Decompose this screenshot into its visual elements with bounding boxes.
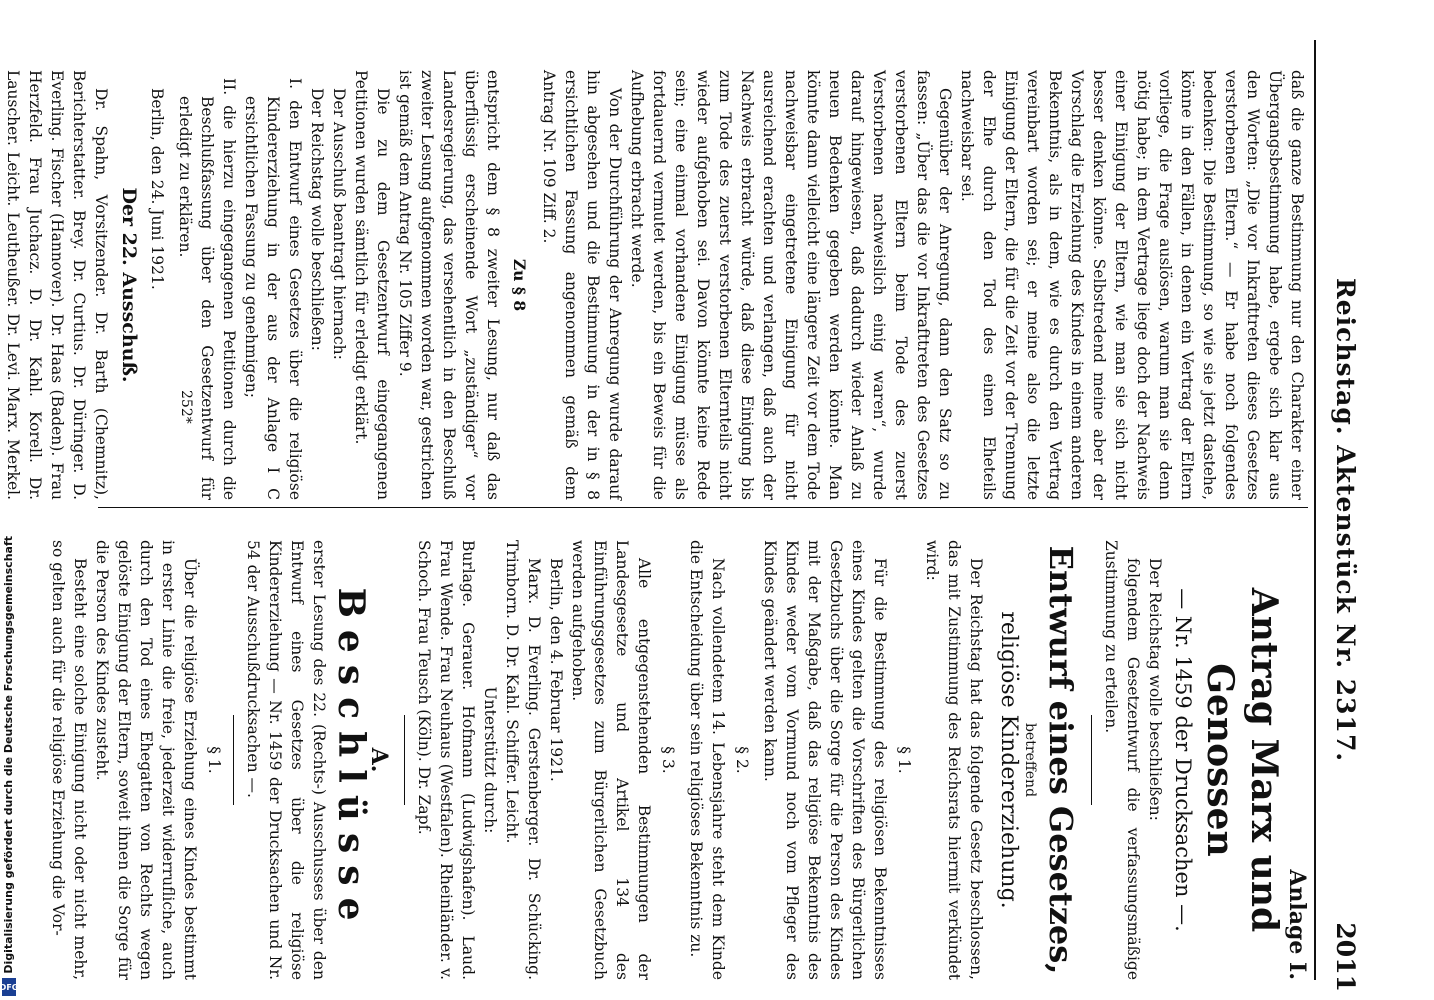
left-column bbox=[0, 70, 1308, 500]
dfg-logo: DFG bbox=[2, 978, 16, 996]
resolution-item-1: I. den Entwurf eines Gesetzes über die religiöse Kindererziehung in der aus der Anlage I C ersichtlichen Fassung zu genehmigen; bbox=[242, 78, 304, 500]
antrag-title: Antrag Marx und Genossen bbox=[1199, 587, 1285, 933]
section-heading: § 1. bbox=[205, 746, 223, 774]
page-number: 2011 bbox=[1331, 922, 1360, 992]
date-line: Berlin, den 24. Juni 1921. bbox=[148, 88, 166, 290]
right-column bbox=[47, 540, 1308, 980]
resolve-text: folgendem Gesetzentwurf die verfassungsmäßige Zustimmung zu erteilen. bbox=[1102, 540, 1142, 980]
section-heading: § 1. bbox=[895, 746, 913, 774]
paragraph: daß die ganze Bestimmung nur den Charakter einer Übergangsbestimmung habe, ergebe sich klar aus den Worten: „Die vor Inkrafttreten dieses Gesetzes verstorbenen Eltern.“ — Er habe noch folgendes bedenken: Die Bestimmung, so wie sie jetzt dastehe, könne in den Fällen, in denen ein Vertrag der Eltern vorliege, die Frage auslösen, warum man sie denn nötig habe; in dem Vertrage liege doch der Nachweis einer Einigung der Eltern, wie man sie sich nicht besser denken könne. Selbstredend meine aber der Vorschlag die Erziehung des Kindes in einem anderen Bekenntnis, als in dem, wie es durch den Vertrag vereinbart worden sei; er meine also die letzte Einigung der Eltern, die für die Zeit vor der Trennung der Ehe durch den Tod des einen Eheteils nachweisbar sei. bbox=[958, 70, 1306, 500]
supported-by-label: Unterstützt durch: bbox=[481, 686, 499, 834]
resolution-item-2: II. die hierzu eingegangenen Petitionen durch die Beschlußfassung über den Gesetzentwurf für erledigt zu erklären. bbox=[176, 78, 238, 500]
beschluesse-intro: erster Lesung des 22. (Rechts-) Ausschusses über den Entwurf eines Gesetzes über die religiöse Kindererziehung — Nr. 1459 der Drucksachen und Nr. 54 der Ausschußdrucksachen —. bbox=[244, 540, 328, 980]
anlage-label: Anlage I. bbox=[1284, 869, 1310, 980]
section-8-heading: Zu § 8 bbox=[510, 258, 529, 312]
petitions-text: Die zu dem Gesetzentwurf eingegangenen Petitionen wurden sämtlich für erledigt erklärt. bbox=[352, 70, 392, 500]
column-divider bbox=[98, 507, 1308, 508]
committee-members: Dr. Spahn, Vorsitzender. Dr. Barth (Chemnitz), Berichterstatter. Brey. Dr. Curtius. Dr. Düringer. D. Everling. Fischer (Hannover). Dr. Haas (Baden). Frau Herzfeld. Frau Juchacz. D. Dr. Kahl. Korell. Dr. Lauscher. Leicht. Leutheußer. Dr. Levi. Marx. Merkel. bbox=[4, 70, 110, 500]
section-text: Über die religiöse Erziehung eines Kindes bestimmt in erster Linie die freie, jederzeit widerrufliche, auch durch den Tod eines Ehegatten von Rechts wegen gelöste Einigung der Eltern, soweit ihnen die Sorge für die Person des Kindes zusteht. bbox=[93, 540, 199, 980]
supporters: Burlage. Gerauer. Hofmann (Ludwigshafen). Laud. Frau Wende. Frau Neuhaus (Westfalen). Rheinländer. v. Schoch. Frau Teusch (Köln). Dr. Zapf. bbox=[415, 540, 477, 980]
section-8-text: entspricht dem § 8 zweiter Lesung, nur daß das überflüssig erscheinende Wort „zuständiger“ vor Landesregierung, das versehentlich in den Beschluß zweiter Lesung aufgenommen worden war, gestrichen ist gemäß dem Antrag Nr. 105 Ziffer 9. bbox=[396, 70, 502, 500]
section-text: Für die Bestimmung des religiösen Bekenntnisses eines Kindes gelten die Vorschriften des Bürgerlichen Gesetzbuchs über die Sorge für die Person des Kindes mit der Maßgabe, daß das religiöse Bekenntnis des Kindes weder vom Vormund noch vom Pfleger des Kindes geändert werden kann. bbox=[761, 540, 889, 980]
header-title: Reichstag. Aktenstück Nr. 2317. bbox=[1331, 277, 1360, 763]
separator bbox=[1091, 715, 1092, 805]
paragraph: Von der Durchführung der Anregung wurde darauf hin abgesehen und die Bestimmung in der in § 8 ersichtlichen Fassung angenommen gemäß dem Antrag Nr. 109 Ziff. 2. bbox=[540, 70, 624, 500]
entwurf-title: Entwurf eines Gesetzes, bbox=[1042, 545, 1080, 975]
section-text: Alle entgegenstehenden Bestimmungen der Landesgesetze und Artikel 134 des Einführungsgesetzes zum Bürgerlichen Gesetzbuch werden aufgehoben. bbox=[569, 540, 653, 980]
footnote-mark: 252* bbox=[178, 390, 194, 424]
signers: Marx. D. Everling. Gerstenberger. Dr. Schücking. Trimborn. D. Dr. Kahl. Schiffer. Leicht. bbox=[503, 540, 543, 980]
section-heading: § 2. bbox=[733, 746, 751, 774]
separator bbox=[404, 715, 405, 805]
section-heading: § 3. bbox=[659, 746, 677, 774]
funding-note: Digitalisierung gefördert durch die Deutsche Forschungsgemeinschaft bbox=[2, 536, 15, 974]
header-rule bbox=[1314, 40, 1316, 980]
entwurf-subject: religiöse Kindererziehung. bbox=[996, 611, 1021, 909]
paragraph: Gegenüber der Anregung, dann den Satz so zu fassen: „Über das die vor Inkrafttreten des Gesetzes verstorbenen Eltern beim Tode des zuerst Verstorbenen nachweislich einig waren“, wurde darauf hingewiesen, daß dadurch wieder Anlaß zu neuen Bedenken gegeben werden könnte. Man könnte dann vielleicht eine längere Zeit vor dem Tode nachweisbar eingetretene Einigung für nicht ausreichend erachten und verlangen, daß auch der Nachweis erbracht würde, daß diese Einigung bis zum Tode des zuerst verstorbenen Elternteils nicht wieder aufgehoben sei. Davon könnte keine Rede sein; eine einmal vorhandene Einigung müsse als fortdauernd vermutet werden, bis ein Beweis für die Aufhebung erbracht werde. bbox=[628, 70, 954, 500]
date-line: Berlin, den 4. Februar 1921. bbox=[547, 558, 565, 782]
section-text: Nach vollendetem 14. Lebensjahre steht dem Kinde die Entscheidung über sein religiöses Bekenntnis zu. bbox=[687, 540, 727, 980]
reichstag-resolve: Der Reichstag wolle beschließen: bbox=[1146, 558, 1164, 821]
ausschuss-intro: Der Ausschuß beantragt hiernach: bbox=[330, 88, 348, 360]
beschluesse-title: Beschlüsse bbox=[330, 587, 372, 933]
beschluesse-letter: A. bbox=[366, 747, 392, 773]
page-header bbox=[1320, 40, 1360, 1000]
committee-title: Der 22. Ausschuß. bbox=[118, 187, 140, 383]
antrag-reference: — Nr. 1459 der Drucksachen —. bbox=[1171, 588, 1195, 932]
betreffend-label: betreffend bbox=[1022, 722, 1038, 798]
separator bbox=[233, 715, 234, 805]
section-text: Besteht eine solche Einigung nicht oder nicht mehr, so gelten auch für die religiöse Erziehung die Vor- bbox=[49, 540, 89, 980]
reichstag-resolve: Der Reichstag wolle beschließen: bbox=[308, 88, 326, 351]
law-intro: Der Reichstag hat das folgende Gesetz beschlossen, das mit Zustimmung des Reichsrats hiermit verkündet wird: bbox=[923, 540, 985, 980]
